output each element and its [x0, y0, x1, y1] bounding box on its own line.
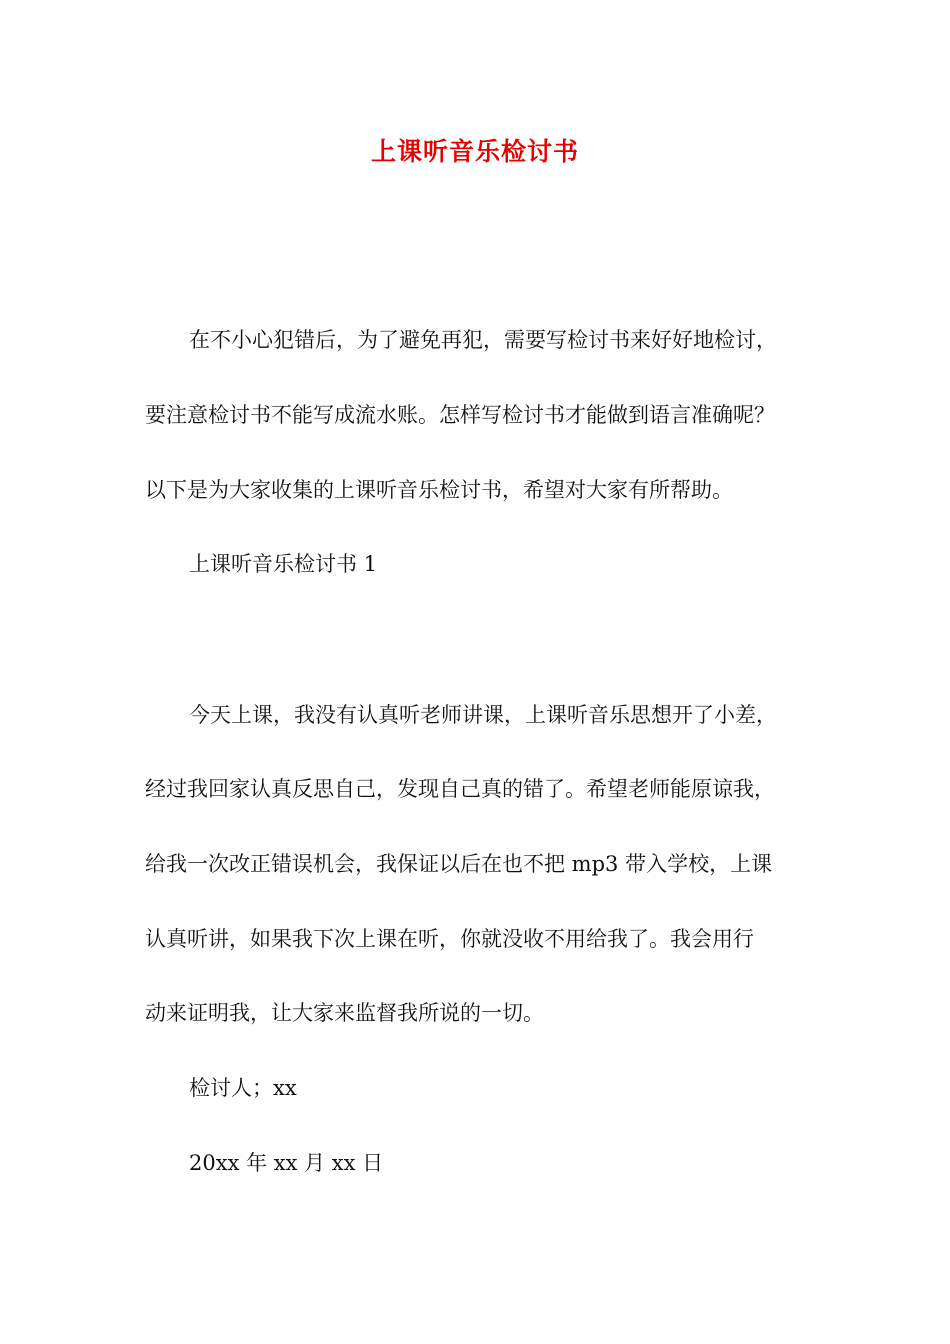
document-title: 上课听音乐检讨书	[370, 137, 579, 166]
date-line: 20xx 年 xx 月 xx 日	[189, 1151, 384, 1175]
section-heading: 上课听音乐检讨书 1	[189, 552, 378, 576]
intro-line-2: 要注意检讨书不能写成流水账。怎样写检讨书才能做到语言准确呢？	[145, 403, 775, 427]
body-line-3: 给我一次改正错误机会，我保证以后在也不把 mp3 带入学校，上课	[145, 852, 773, 876]
intro-line-3: 以下是为大家收集的上课听音乐检讨书，希望对大家有所帮助。	[145, 478, 733, 502]
body-line-2: 经过我回家认真反思自己，发现自己真的错了。希望老师能原谅我，	[145, 777, 775, 801]
body-line-5: 动来证明我，让大家来监督我所说的一切。	[145, 1001, 544, 1025]
body-line-1: 今天上课，我没有认真听老师讲课，上课听音乐思想开了小差，	[189, 703, 777, 727]
intro-line-1: 在不小心犯错后，为了避免再犯，需要写检讨书来好好地检讨，	[189, 328, 777, 352]
signature-line: 检讨人；xx	[189, 1076, 297, 1100]
body-line-4: 认真听讲，如果我下次上课在听，你就没收不用给我了。我会用行	[145, 927, 754, 951]
